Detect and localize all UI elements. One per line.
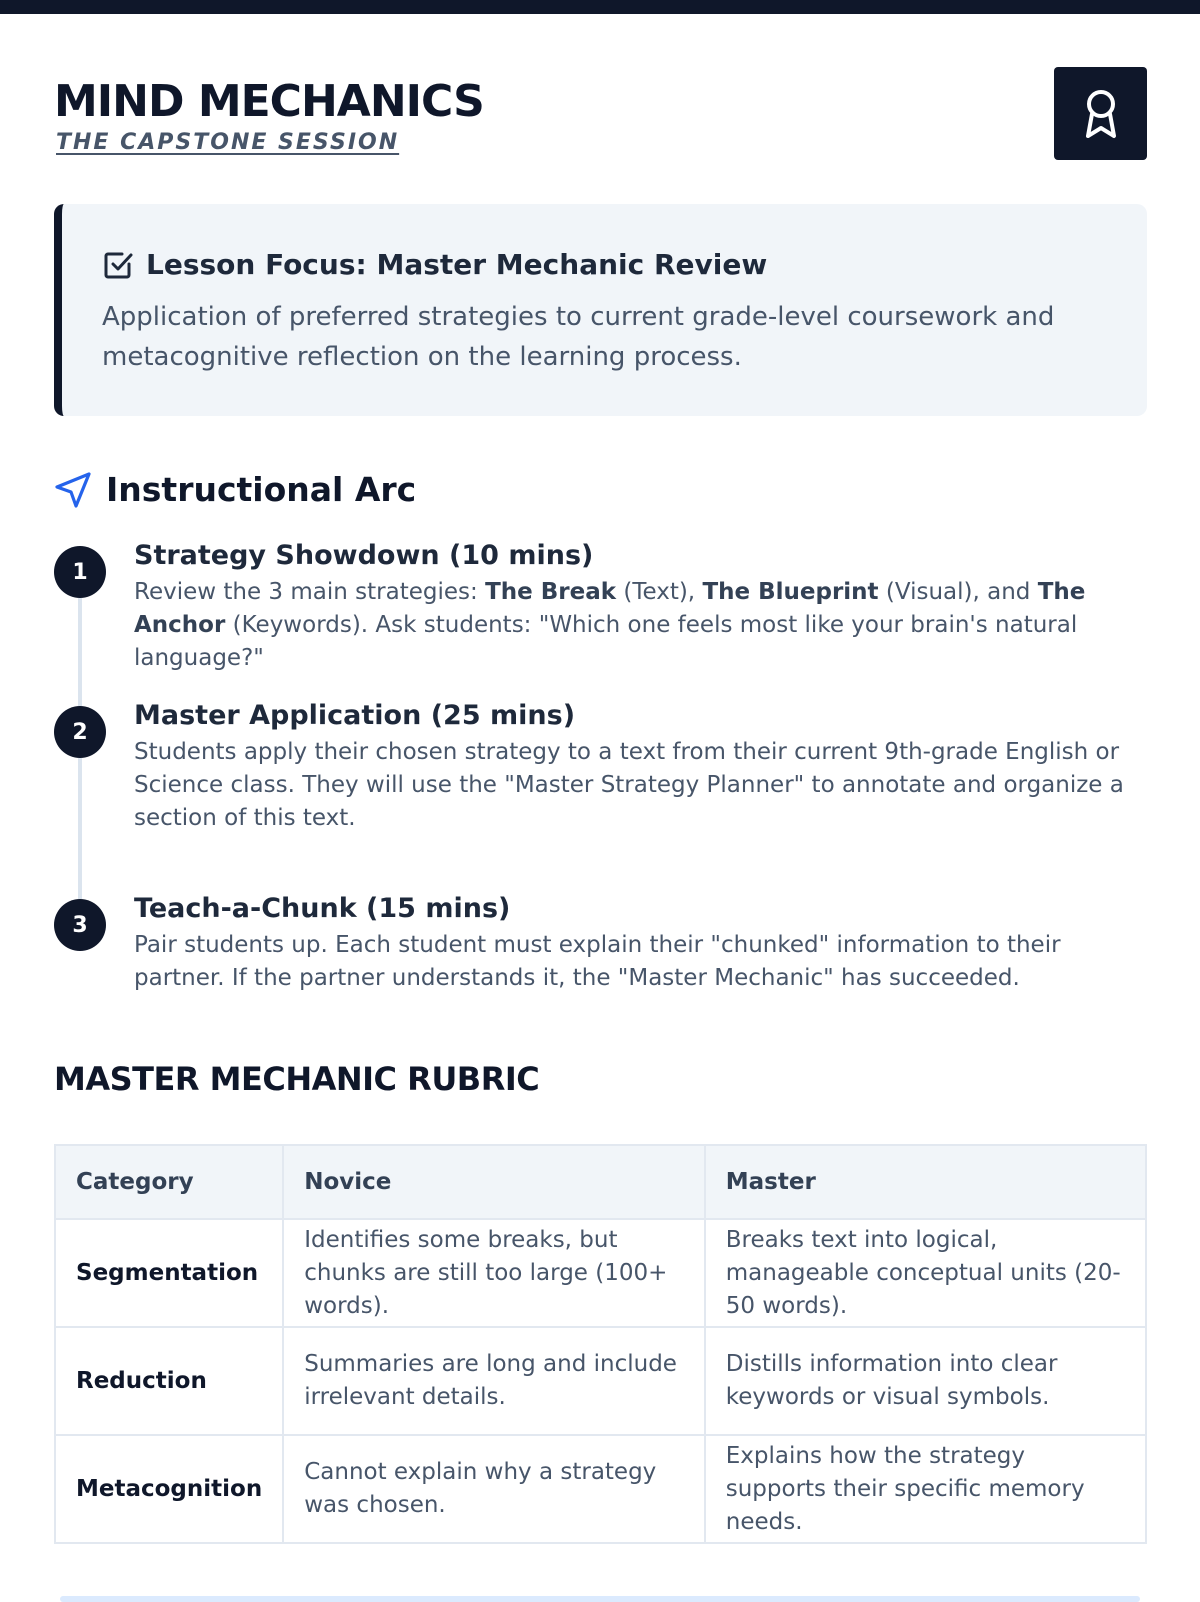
award-badge: [1054, 67, 1147, 160]
top-accent-bar: [0, 0, 1200, 14]
page-header: [54, 66, 1147, 162]
step-number: 2: [54, 706, 106, 758]
rubric-novice: Identifies some breaks, but chunks are still too large (100+ words).: [283, 1219, 705, 1327]
instructional-arc-heading: [54, 470, 416, 509]
step-text-part: (Visual), and: [878, 579, 1038, 605]
table-row: [55, 1435, 1146, 1543]
lesson-focus-text: Application of preferred strategies to current grade-level coursework and metacognitive reflection on the learning process.: [102, 302, 1055, 372]
step-body: [134, 698, 1144, 835]
column-header-novice: Novice: [283, 1145, 705, 1219]
step-description: [134, 576, 1144, 675]
strategy-name: The Blueprint: [702, 579, 879, 605]
rubric-novice: Cannot explain why a strategy was chosen.: [283, 1435, 705, 1543]
step-connector: [78, 598, 82, 722]
step-body: [134, 891, 1144, 995]
step-description: Pair students up. Each student must explain their "chunked" information to their partner. If the partner understands it, the "Master Mechanic" has succeeded.: [134, 932, 1061, 991]
navigation-arrow-icon: [54, 471, 92, 509]
step-title: Teach-a-Chunk (15 mins): [134, 893, 511, 924]
step-number: 3: [54, 899, 106, 951]
step-title: Master Application (25 mins): [134, 700, 576, 731]
rubric-heading: MASTER MECHANIC RUBRIC: [54, 1060, 540, 1098]
checkbox-check-icon: [102, 249, 134, 281]
table-header-row: [55, 1145, 1146, 1219]
rubric-master: Distills information into clear keywords or visual symbols.: [705, 1327, 1146, 1435]
step-text-part: (Keywords). Ask students: "Which one feels most like your brain's natural language?": [134, 612, 1078, 671]
step-body: [134, 538, 1144, 675]
strategy-name: The Break: [485, 579, 617, 605]
page-subtitle: THE CAPSTONE SESSION: [56, 130, 400, 155]
award-ribbon-icon: [1081, 88, 1121, 140]
step-number: 1: [54, 546, 106, 598]
rubric-master: Explains how the strategy supports their specific memory needs.: [705, 1435, 1146, 1543]
page-title: MIND MECHANICS: [54, 76, 484, 127]
instructional-arc-title: Instructional Arc: [106, 470, 417, 509]
step-text-part: (Text),: [616, 579, 703, 605]
lesson-focus-card: [54, 204, 1147, 416]
rubric-category: Reduction: [55, 1327, 283, 1435]
rubric-category: Metacognition: [55, 1435, 283, 1543]
column-header-category: Category: [55, 1145, 283, 1219]
step-connector: [78, 758, 82, 920]
lesson-focus-title: Lesson Focus: Master Mechanic Review: [146, 248, 768, 281]
rubric-novice: Summaries are long and include irrelevant details.: [283, 1327, 705, 1435]
step-title: Strategy Showdown (10 mins): [134, 540, 594, 571]
rubric-master: Breaks text into logical, manageable conceptual units (20-50 words).: [705, 1219, 1146, 1327]
lesson-focus-heading: [102, 248, 1107, 281]
table-row: [55, 1327, 1146, 1435]
rubric-table: [54, 1144, 1147, 1544]
rubric-category: Segmentation: [55, 1219, 283, 1327]
column-header-master: Master: [705, 1145, 1146, 1219]
table-row: [55, 1219, 1146, 1327]
step-text-part: Review the 3 main strategies:: [134, 579, 486, 605]
bottom-accent-bar: [60, 1596, 1140, 1602]
strategy-name: The Anchor: [134, 579, 1086, 638]
step-description: Students apply their chosen strategy to a text from their current 9th-grade English or Science class. They will use the "Master Strategy Planner" to annotate and organize a section of this text.: [134, 739, 1124, 831]
